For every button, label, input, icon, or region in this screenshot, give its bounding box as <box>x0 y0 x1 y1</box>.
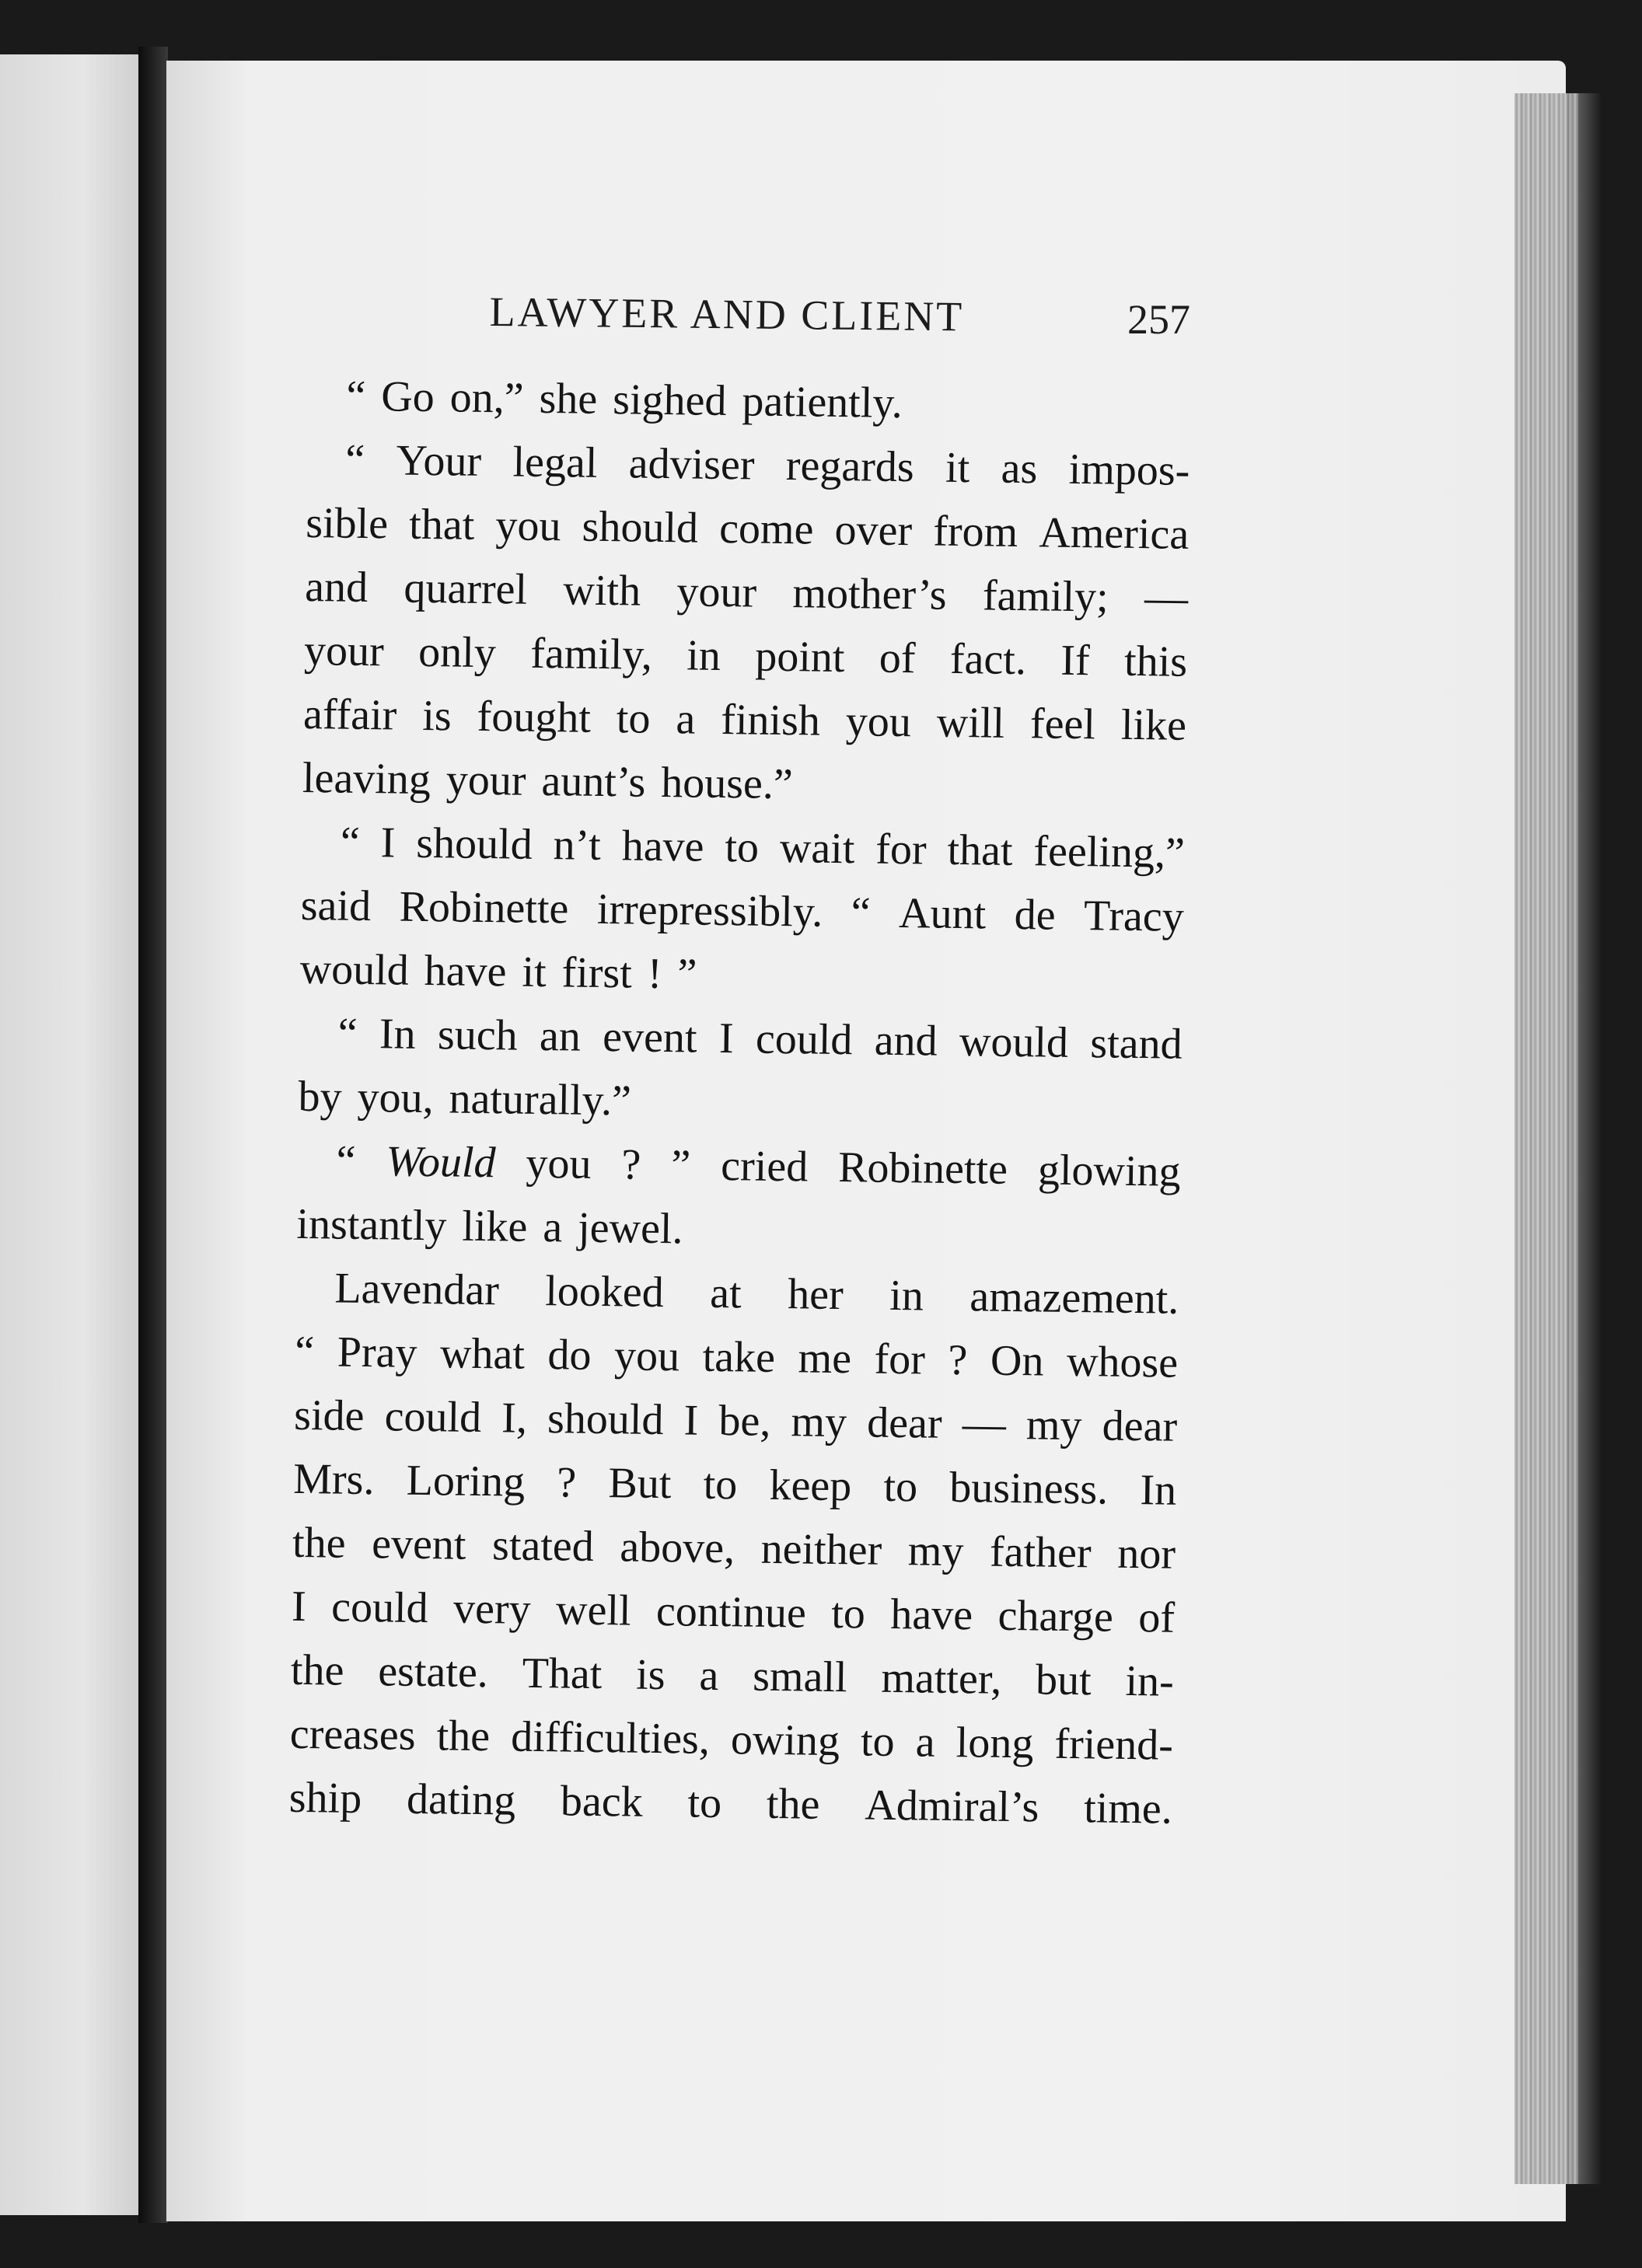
text-line: “ Would you ? ” cried Robinette glowing <box>336 1136 1181 1196</box>
text-line: sible that you should come over from America <box>305 498 1190 559</box>
text-line: the estate. That is a small matter, but in- <box>290 1645 1175 1706</box>
text-line: instantly like a jewel. <box>296 1199 683 1254</box>
body-text <box>288 364 1191 1841</box>
text-line: “ Go on,” she sighed patiently. <box>346 372 903 428</box>
text-line: the event stated above, neither my father nor <box>292 1518 1176 1579</box>
text-line: would have it first ! ” <box>299 944 697 999</box>
text-line: “ Pray what do you take me for ? On whose <box>294 1327 1179 1387</box>
text-line: “ Your legal adviser regards it as impos- <box>344 435 1190 495</box>
text-line: Mrs. Loring ? But to keep to business. In <box>292 1454 1177 1515</box>
text-line: affair is fought to a finish you will feel like <box>302 689 1187 750</box>
running-head: LAWYER AND CLIENT <box>489 288 965 340</box>
text-line: leaving your aunt’s house.” <box>302 753 794 809</box>
page-number: 257 <box>1127 296 1190 343</box>
text-line: Lavendar looked at her in amazement. <box>334 1264 1179 1324</box>
text-line: creases the difficulties, owing to a long friend- <box>289 1709 1174 1770</box>
fore-edge-shadow <box>1578 93 1602 2184</box>
text-line: by you, naturally.” <box>298 1072 632 1125</box>
text-line: “ I should n’t have to wait for that feeling,” <box>340 818 1186 878</box>
book-gutter <box>138 47 168 2223</box>
text-line: your only family, in point of fact. If this <box>303 626 1188 686</box>
page-fore-edge <box>1514 93 1578 2184</box>
text-line: side could I, should I be, my dear — my dear <box>293 1390 1178 1451</box>
text-line: and quarrel with your mother’s family; — <box>304 562 1189 623</box>
facing-page-edge <box>0 54 138 2215</box>
text-line: I could very well continue to have charge of <box>291 1582 1176 1642</box>
text-line: said Robinette irrepressibly. “ Aunt de Tracy <box>300 881 1185 941</box>
text-line: “ In such an event I could and would stand <box>337 1009 1183 1069</box>
text-line: ship dating back to the Admiral’s time. <box>288 1773 1173 1834</box>
